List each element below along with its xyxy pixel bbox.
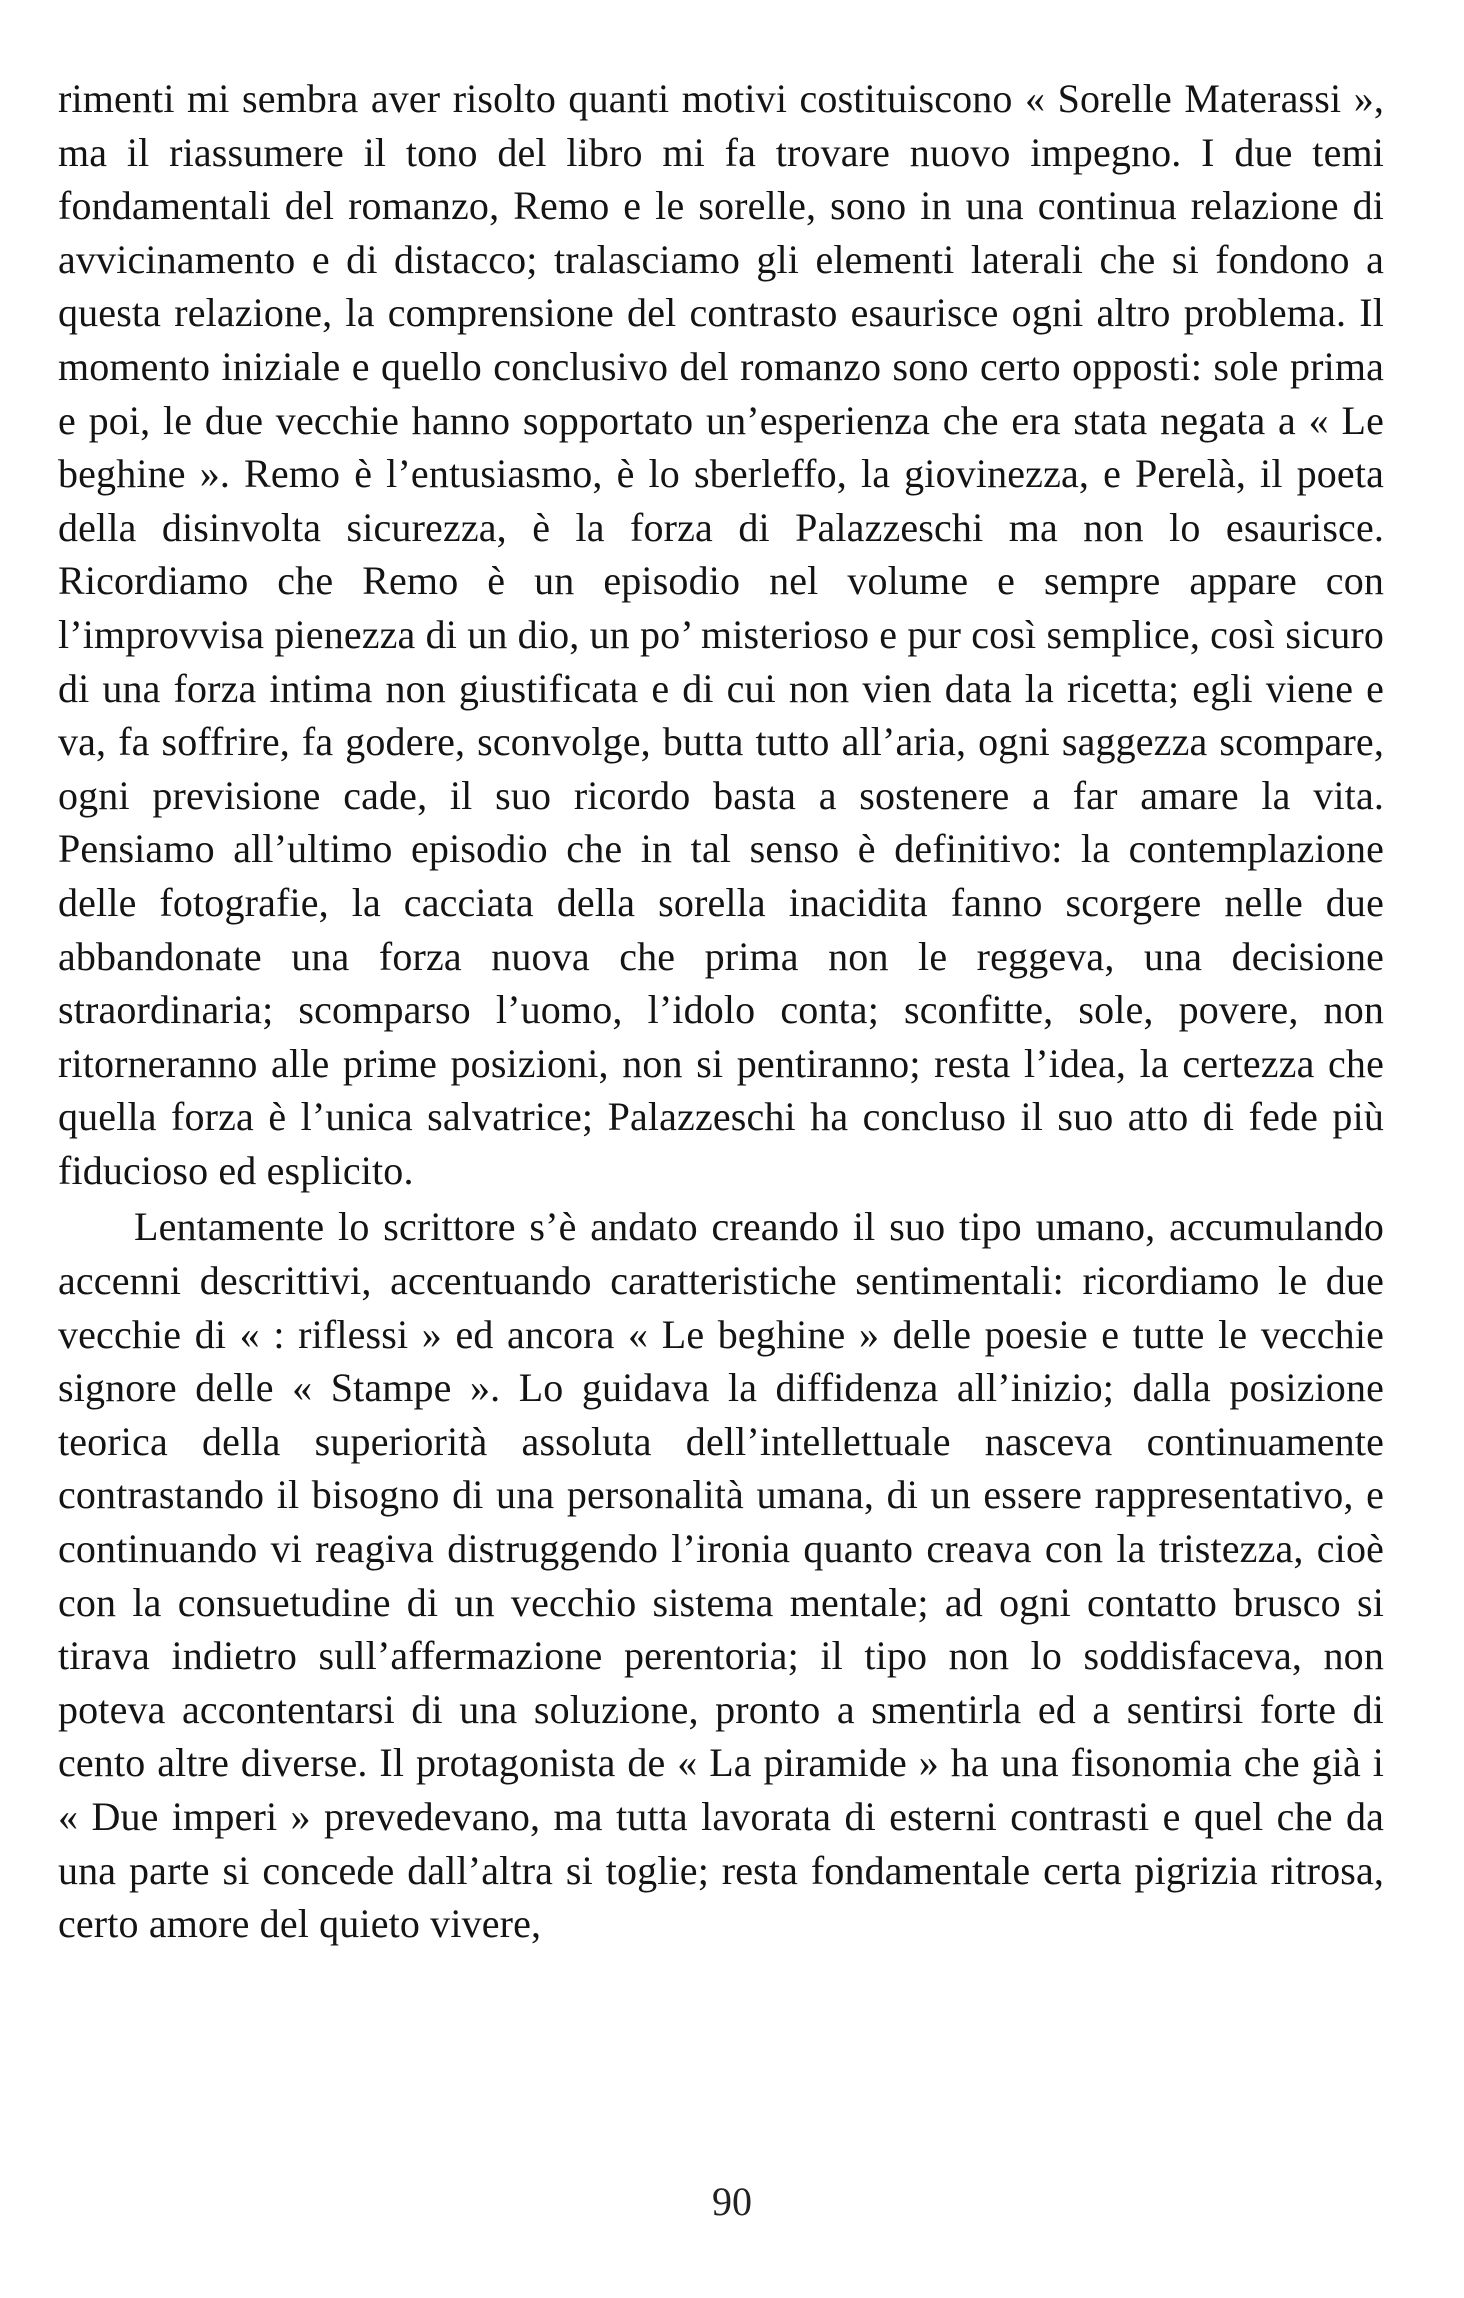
body-paragraph-2: Lentamente lo scrittore s’è andato creando il suo tipo umano, accumulando accenni descrittivi, accentuando caratteristiche sentimentali: ricordiamo le due vecchie di « : riflessi » ed ancora « Le beghine » delle poesie e tutte le vecchie signore delle « Stampe ». Lo guidava la diffidenza all’inizio; dalla posizione teorica della superiorità assoluta dell’intellettuale nasceva continuamente contrastando il bisogno di una personalità umana, di un essere rappresentativo, e continuando vi reagiva distruggendo l’ironia quanto creava con la tristezza, cioè con la consuetudine di un vecchio sistema mentale; ad ogni contatto brusco si tirava indietro sull’affermazione perentoria; il tipo non lo soddisfaceva, non poteva accontentarsi di una soluzione, pronto a smentirla ed a sentirsi forte di cento altre diverse. Il protagonista de « La piramide » ha una fisonomia che già i « Due imperi » prevedevano, ma tutta lavorata di esterni contrasti e quel che da una parte si concede dall’altra si toglie; resta fondamentale certa pigrizia ritrosa, certo amore del quieto vivere, — [58, 1204, 1384, 1947]
body-paragraph-1: rimenti mi sembra aver risolto quanti motivi costituiscono « Sorelle Materassi », ma il riassumere il tono del libro mi fa trovare nuovo impegno. I due temi fondamentali del romanzo, Remo e le sorelle, sono in una continua relazione di avvicinamento e di distacco; tralasciamo gli elementi laterali che si fondono a questa relazione, la comprensione del contrasto esaurisce ogni altro problema. Il momento iniziale e quello conclusivo del romanzo sono certo opposti: sole prima e poi, le due vecchie hanno sopportato un’esperienza che era stata negata a « Le beghine ». Remo è l’entusiasmo, è lo sberleffo, la giovinezza, e Perelà, il poeta della disinvolta sicurezza, è la forza di Palazzeschi ma non lo esaurisce. Ricordiamo che Remo è un episodio nel volume e sempre appare con l’improvvisa pienezza di un dio, un po’ misterioso e pur così semplice, così sicuro di una forza intima non giustificata e di cui non vien data la ricetta; egli viene e va, fa soffrire, fa godere, sconvolge, butta tutto all’aria, ogni saggezza scompare, ogni previsione cade, il suo ricordo basta a sostenere a far amare la vita. Pensiamo all’ultimo episodio che in tal senso è definitivo: la contemplazione delle fotografie, la cacciata della sorella inacidita fanno scorgere nelle due abbandonate una forza nuova che prima non le reggeva, una decisione straordinaria; scomparso l’uomo, l’idolo conta; sconfitte, sole, povere, non ritorneranno alle prime posizioni, non si pentiranno; resta l’idea, la certezza che quella forza è l’unica salvatrice; Palazzeschi ha concluso il suo atto di fede più fiducioso ed esplicito. — [58, 76, 1384, 1193]
page-body — [58, 72, 1384, 2272]
page-number: 90 — [712, 2179, 752, 2224]
